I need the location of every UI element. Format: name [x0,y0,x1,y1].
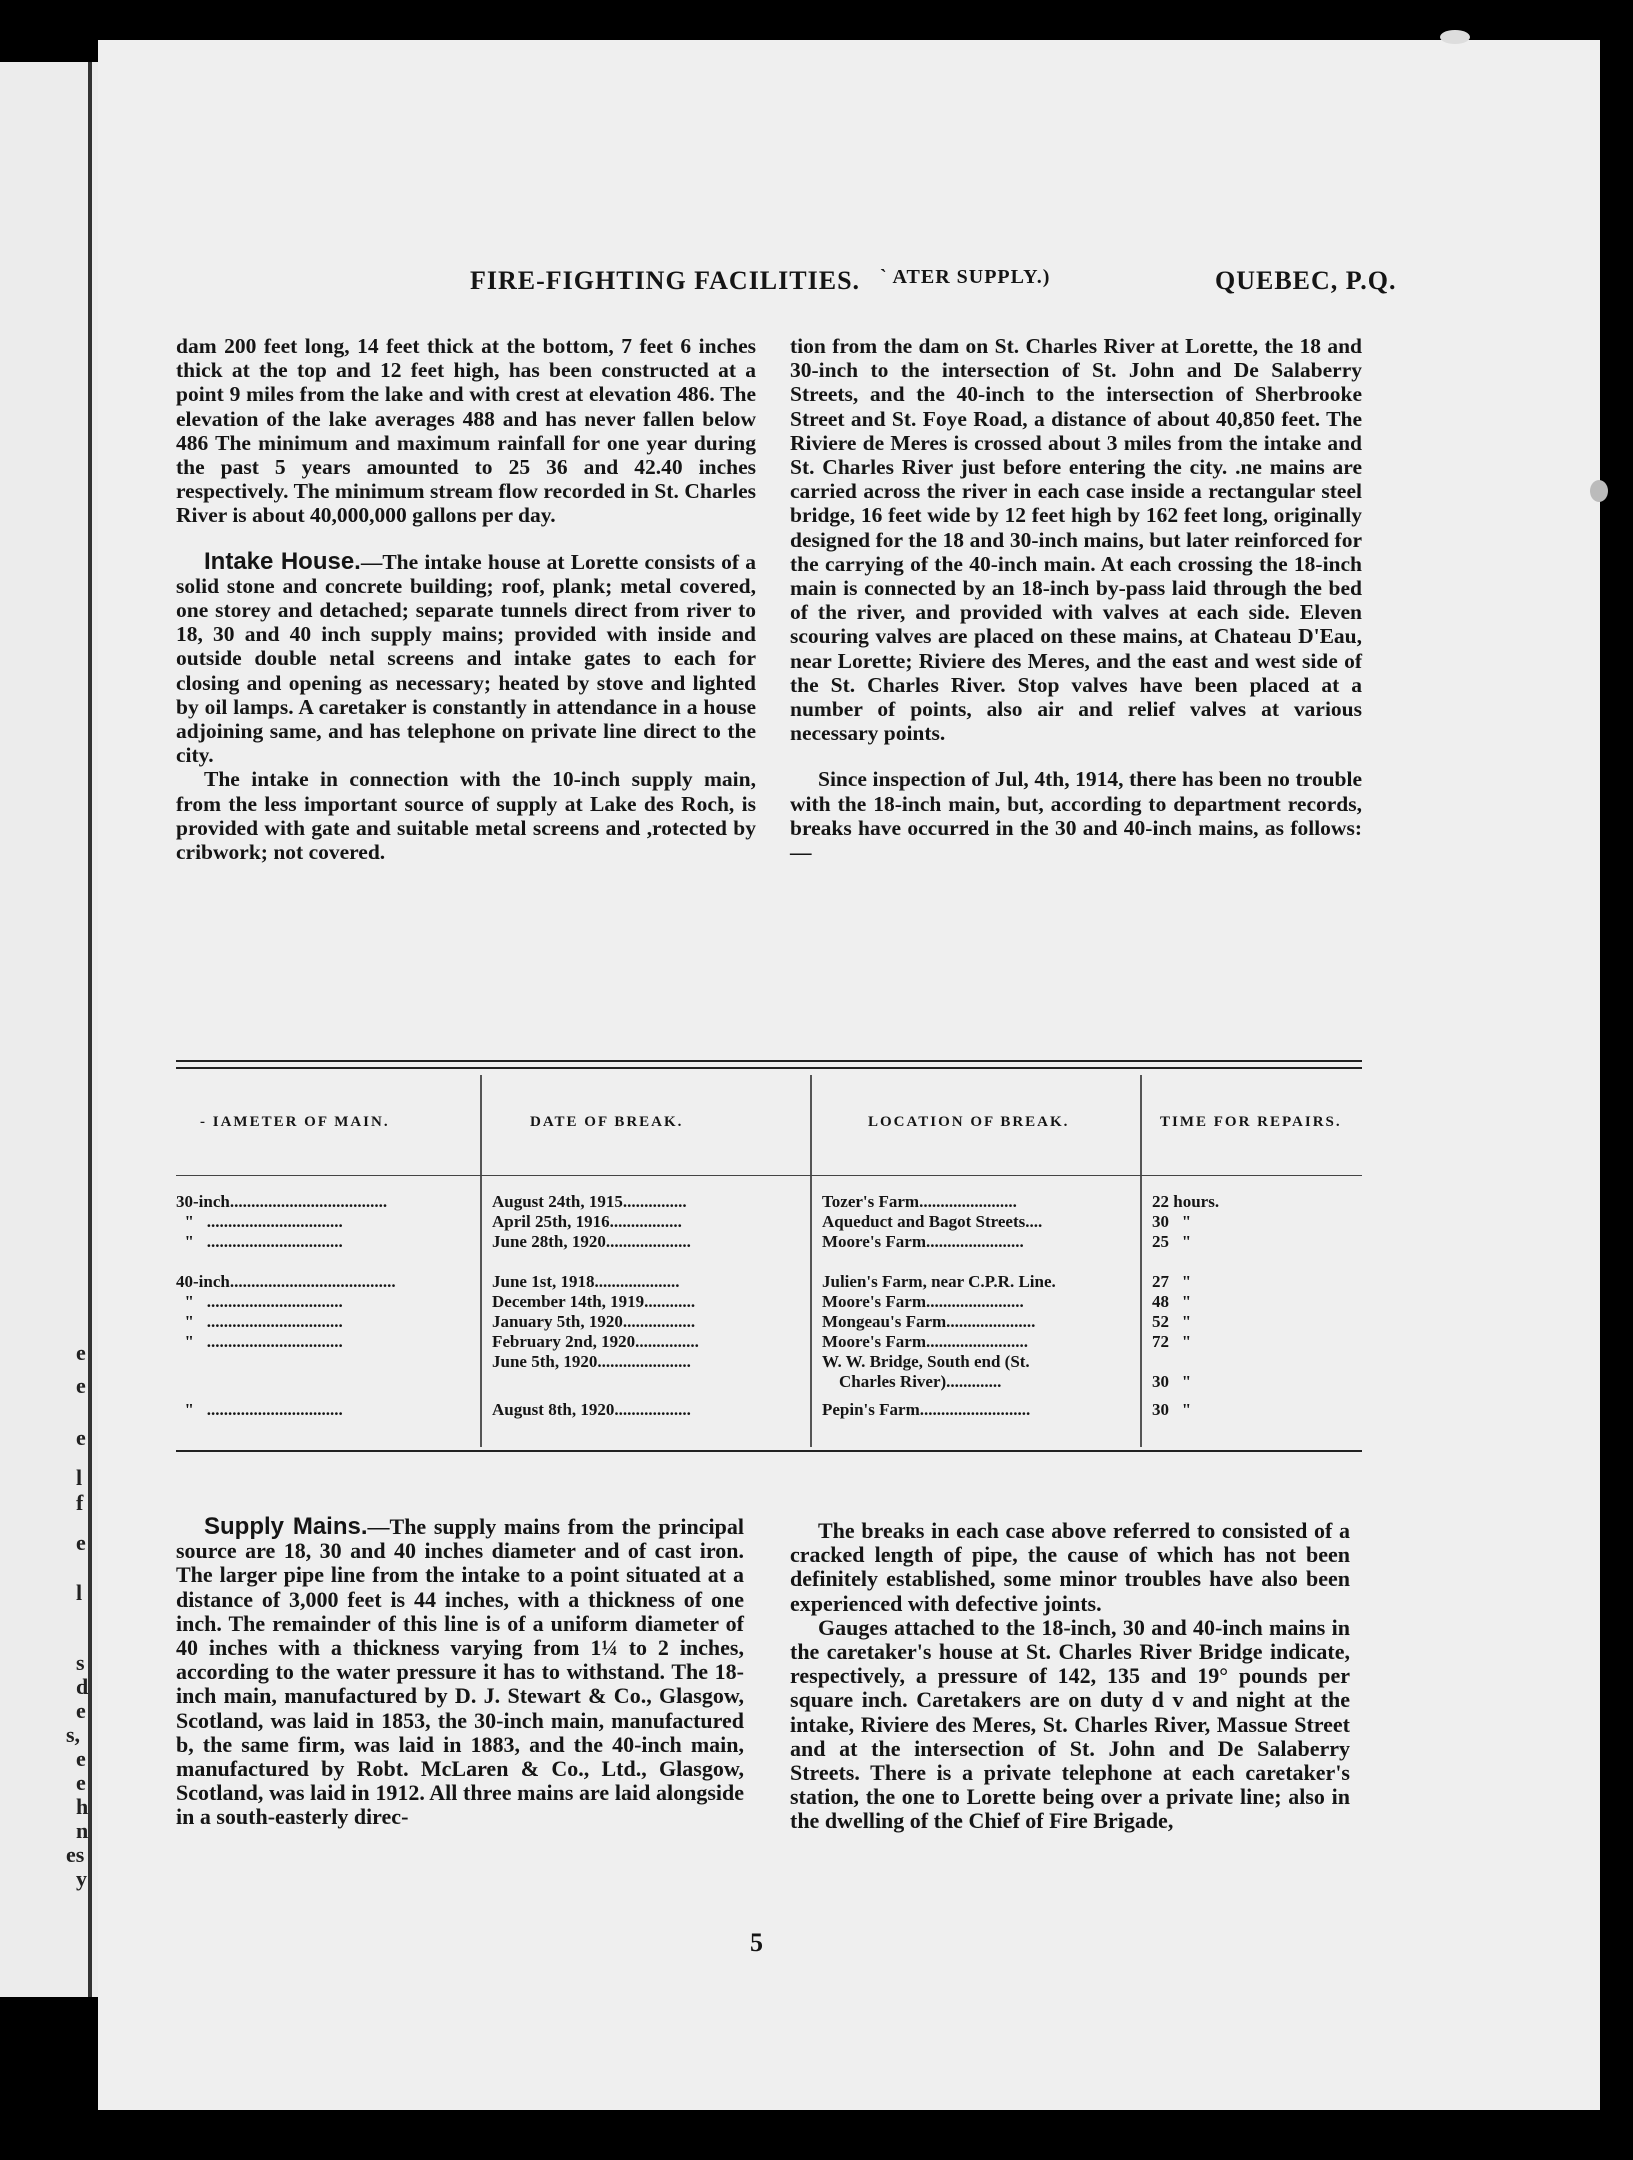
page-binding-edge [88,62,92,1997]
table-header-date: DATE OF BREAK. [530,1114,684,1130]
paragraph [176,547,756,768]
section-heading: Supply Mains. [204,1513,368,1540]
table-column-divider [1140,1075,1142,1447]
table-cell-time: 72 " [1152,1332,1192,1351]
table-column-divider [810,1075,812,1447]
table-cell-main: 30-inch..................................... [176,1192,388,1211]
page-header-title: FIRE-FIGHTING FACILITIES. [470,266,861,295]
adjacent-page-letter: s, [66,1722,81,1747]
page-header-subtitle: ` ATER SUPPLY.) [880,266,1051,288]
adjacent-page-letter: e [76,1425,86,1450]
table-header-diameter: - IAMETER OF MAIN. [200,1114,390,1130]
paragraph: The intake in connection with the 10-inch supply main, from the less important source of supply at Lake des Roch, is provided with gate and suitable metal screens and ,rotected by cribwork; not covered. [176,767,756,865]
table-header-location: LOCATION OF BREAK. [868,1114,1070,1130]
table-cell-time: 25 " [1152,1232,1192,1251]
table-top-rule [176,1067,1362,1069]
table-cell-main: 40-inch....................................... [176,1272,396,1291]
table-column-divider [480,1075,482,1447]
table-cell-time: 48 " [1152,1292,1192,1311]
adjacent-page-letter: l [76,1465,83,1490]
table-cell-location: Pepin's Farm.......................... [822,1400,1031,1419]
table-top-rule [176,1060,1362,1062]
table-cell-location: Moore's Farm....................... [822,1232,1024,1251]
table-bottom-rule [176,1450,1362,1452]
paragraph: The breaks in each case above referred to consisted of a cracked length of pipe, the cause of which has not been definitely established, some minor troubles have also been experienced with defective joints. [790,1518,1350,1616]
adjacent-page-letter: y [76,1866,87,1891]
left-column-top [176,334,756,864]
table-cell-location: Aqueduct and Bagot Streets.... [822,1212,1043,1231]
paragraph: Gauges attached to the 18-inch, 30 and 40-inch mains in the caretaker's house at St. Charles River Bridge indicate, respectively, a pressure of 142, 135 and 19° pounds per square inch. Caretakers are on duty d v and night at the intake, Riviere des Meres, St. Charles River, Massue Street and at the intersection of St. John and De Salaberry Streets. There is a private telephone at each caretaker's station, the one to Lorette being over a private line; also in the dwelling of the Chief of Fire Brigade, [790,1614,1350,1834]
table-cell-date: August 8th, 1920.................. [492,1400,691,1419]
table-cell-time: 27 " [1152,1272,1192,1291]
adjacent-page-letter: s [76,1650,85,1675]
table-cell-date: June 5th, 1920...................... [492,1352,691,1371]
section-heading: Intake House. [204,547,361,575]
adjacent-page-letter: e [76,1373,86,1398]
adjacent-page-letter: e [76,1530,86,1555]
paragraph-text: —The supply mains from the principal source are 18, 30 and 40 inches diameter and of cast iron. The larger pipe line from the intake to a point situated at a distance of 3,000 feet is 44 inches, with a thickness of one inch. The remainder of this line is of a uniform diameter of 40 inches with a thickness varying from 1¼ to 2 inches, according to the water pressure it has to withstand. The 18-inch main, manufactured by D. J. Stewart & Co., Glasgow, Scotland, was laid in 1853, the 30-inch main, manufactured b, the same firm, was laid in 1883, and the 40-inch main, manufactured by Robt. McLaren & Co., Ltd., Glasgow, Scotland, was laid in 1912. All three mains are laid alongside in a south-easterly direc- [176,1514,744,1830]
table-cell-time: 52 " [1152,1312,1192,1331]
table-cell-main: " ................................ [176,1400,343,1419]
adjacent-page-letter: d [76,1674,89,1699]
right-column-top [790,334,1362,864]
table-cell-date: April 25th, 1916................. [492,1212,682,1231]
table-cell-location: Julien's Farm, near C.P.R. Line. [822,1272,1056,1291]
table-cell-time: 30 " [1152,1372,1192,1391]
table-cell-location: Mongeau's Farm..................... [822,1312,1036,1331]
table-cell-location: Charles River)............. [822,1372,1002,1391]
table-cell-date: June 1st, 1918.................... [492,1272,680,1291]
table-cell-time: 30 " [1152,1212,1192,1231]
adjacent-page-letter: l [76,1580,83,1605]
table-cell-main: " ................................ [176,1332,343,1351]
scan-speck [1440,30,1470,44]
table-cell-date: January 5th, 1920................. [492,1312,696,1331]
paragraph: dam 200 feet long, 14 feet thick at the bottom, 7 feet 6 inches thick at the top and 12 feet high, has been constructed at a point 9 miles from the lake and with crest at elevation 486. The elevation of the lake averages 488 and has never fallen below 486 The minimum and maximum rainfall for one year during the past 5 years amounted to 25 36 and 42.40 inches respectively. The minimum stream flow recorded in St. Charles River is about 40,000,000 gallons per day. [176,334,756,528]
table-cell-date: February 2nd, 1920............... [492,1332,699,1351]
table-cell-date: December 14th, 1919............ [492,1292,696,1311]
table-cell-main: " ................................ [176,1312,343,1331]
table-cell-main: " ................................ [176,1292,343,1311]
page-header-location: QUEBEC, P.Q. [1215,266,1397,295]
paragraph: tion from the dam on St. Charles River at Lorette, the 18 and 30-inch to the intersection of St. John and De Salaberry Streets, and the 40-inch to the intersection of Sherbrooke Street and St. Foye Road, a distance of about 40,850 feet. The Riviere de Meres is crossed about 3 miles from the intake and St. Charles River just before entering the city. .ne mains are carried across the river in each case inside a rectangular steel bridge, 16 feet wide by 12 feet high by 162 feet long, originally designed for the 18 and 30-inch mains, but later reinforced for the carrying of the 40-inch main. At each crossing the 18-inch main is connected by an 18-inch by-pass laid through the bed of the river, and provided with valves at each side. Eleven scouring valves are placed on these mains, at Chateau D'Eau, near Lorette; Riviere des Meres, and the east and west side of the St. Charles River. Stop valves have been placed at a number of points, also air and relief valves at various necessary points. [790,334,1362,746]
adjacent-page-letter: h [76,1794,89,1819]
table-header-rule [176,1175,1362,1176]
adjacent-page-letter: e [76,1746,86,1771]
table-cell-location: Moore's Farm....................... [822,1292,1024,1311]
table-cell-location: Moore's Farm........................ [822,1332,1029,1351]
table-cell-location: Tozer's Farm....................... [822,1192,1017,1211]
table-cell-date: June 28th, 1920.................... [492,1232,691,1251]
paragraph: Since inspection of Jul, 4th, 1914, there has been no trouble with the 18-inch main, but, according to department records, breaks have occurred in the 30 and 40-inch mains, as follows:— [790,767,1362,865]
right-column-bottom [790,1519,1350,1834]
table-cell-time: 30 " [1152,1400,1192,1419]
table-cell-main: " ................................ [176,1212,343,1231]
adjacent-page-letter: n [76,1818,89,1843]
paragraph-text: —The intake house at Lorette consists of a solid stone and concrete building; roof, plank; metal covered, one storey and detached; separate tunnels direct from river to 18, 30 and 40 inch supply mains; provided with inside and outside double netal screens and intake gates to each for closing and opening as necessary; heated by stove and lighted by oil lamps. A caretaker is constantly in attendance in a house adjoining same, and has telephone on private line direct to the city. [176,549,756,768]
table-cell-location: W. W. Bridge, South end (St. [822,1352,1030,1371]
paragraph [176,1515,744,1830]
adjacent-page-letter: e [76,1698,86,1723]
adjacent-page-letter: e [76,1770,86,1795]
adjacent-page-letter: e [76,1340,86,1365]
page-number: 5 [750,1928,763,1957]
table-cell-time: 22 hours. [1152,1192,1220,1211]
adjacent-page-letter: f [76,1490,84,1515]
table-cell-main: " ................................ [176,1232,343,1251]
left-column-bottom [176,1515,744,1830]
table-cell-date: August 24th, 1915............... [492,1192,687,1211]
scan-speck [1590,480,1608,502]
adjacent-page-letter: es [66,1842,85,1867]
table-header-time: TIME FOR REPAIRS. [1160,1114,1342,1130]
